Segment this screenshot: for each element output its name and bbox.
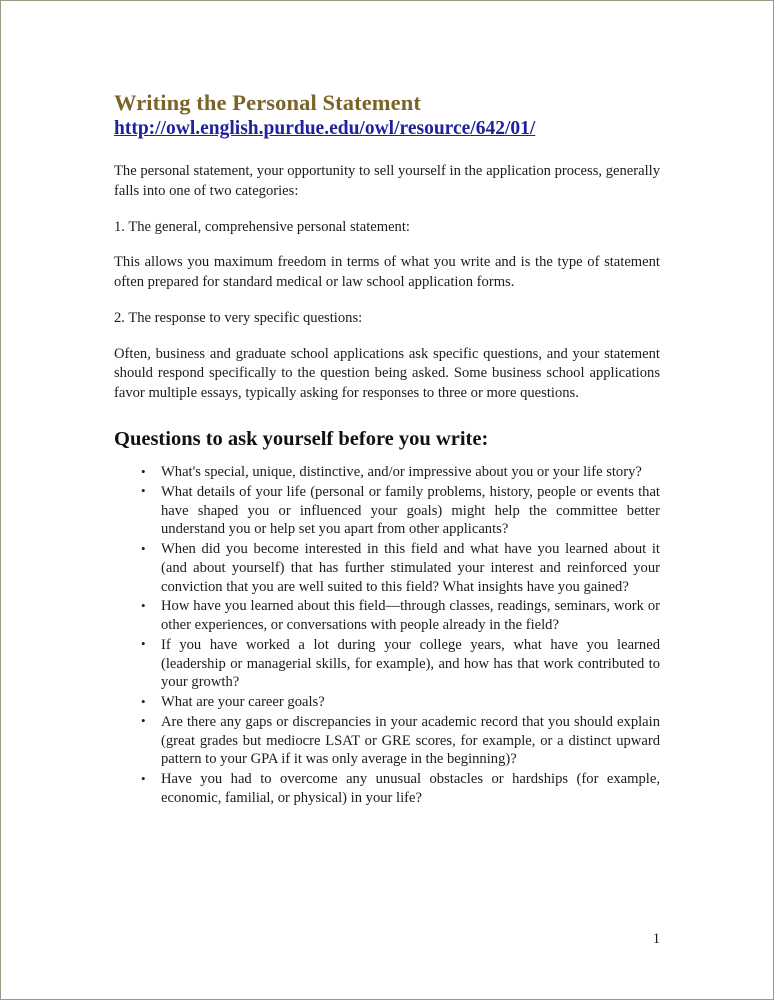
intro-paragraph: The personal statement, your opportunity to sell yourself in the application process, generally falls into one of two categories:: [114, 163, 660, 200]
document-content: [114, 89, 660, 809]
category-two-body: Often, business and graduate school applications ask specific questions, and your statement should respond specifically to the question being asked. Some business school applications favor multiple essays, typically asking for responses to three or more questions.: [114, 345, 660, 401]
page-title: Writing the Personal Statement: [114, 90, 421, 115]
list-item: • Are there any gaps or discrepancies in your academic record that you should explain (great grades but mediocre LSAT or GRE scores, for example, or a distinct upward pattern to your GPA if it was only average in the beginning)?: [114, 713, 660, 769]
list-item: • Have you had to overcome any unusual obstacles or hardships (for example, economic, familial, or physical) in your life?: [114, 770, 660, 808]
category-one-label: 1. The general, comprehensive personal statement:: [114, 218, 410, 235]
category-two-label: 2. The response to very specific questions:: [114, 309, 363, 326]
list-item: • What's special, unique, distinctive, and/or impressive about you or your life story?: [114, 463, 660, 482]
list-item: • If you have worked a lot during your college years, what have you learned (leadership or managerial skills, for example), and how has that work contributed to your growth?: [114, 636, 660, 692]
list-item: • How have you learned about this field—through classes, readings, seminars, work or other experiences, or conversations with people already in the field?: [114, 597, 660, 635]
list-item: • What are your career goals?: [114, 693, 660, 712]
questions-list: [114, 463, 660, 808]
questions-section-heading: Questions to ask yourself before you write:: [114, 427, 489, 450]
page-number: 1: [652, 931, 660, 947]
list-item: • What details of your life (personal or family problems, history, people or events that have shaped you or influenced your goals) might help the committee better understand you or help set you apart from other applicants?: [114, 483, 660, 539]
source-url-link[interactable]: http://owl.english.purdue.edu/owl/resource/642/01/: [114, 118, 536, 140]
category-one-body: This allows you maximum freedom in terms of what you write and is the type of statement often prepared for standard medical or law school application forms.: [114, 254, 660, 291]
list-item: • When did you become interested in this field and what have you learned about it (and about yourself) that has further stimulated your interest and reinforced your conviction that you are well suited to this field? What insights have you gained?: [114, 540, 660, 596]
